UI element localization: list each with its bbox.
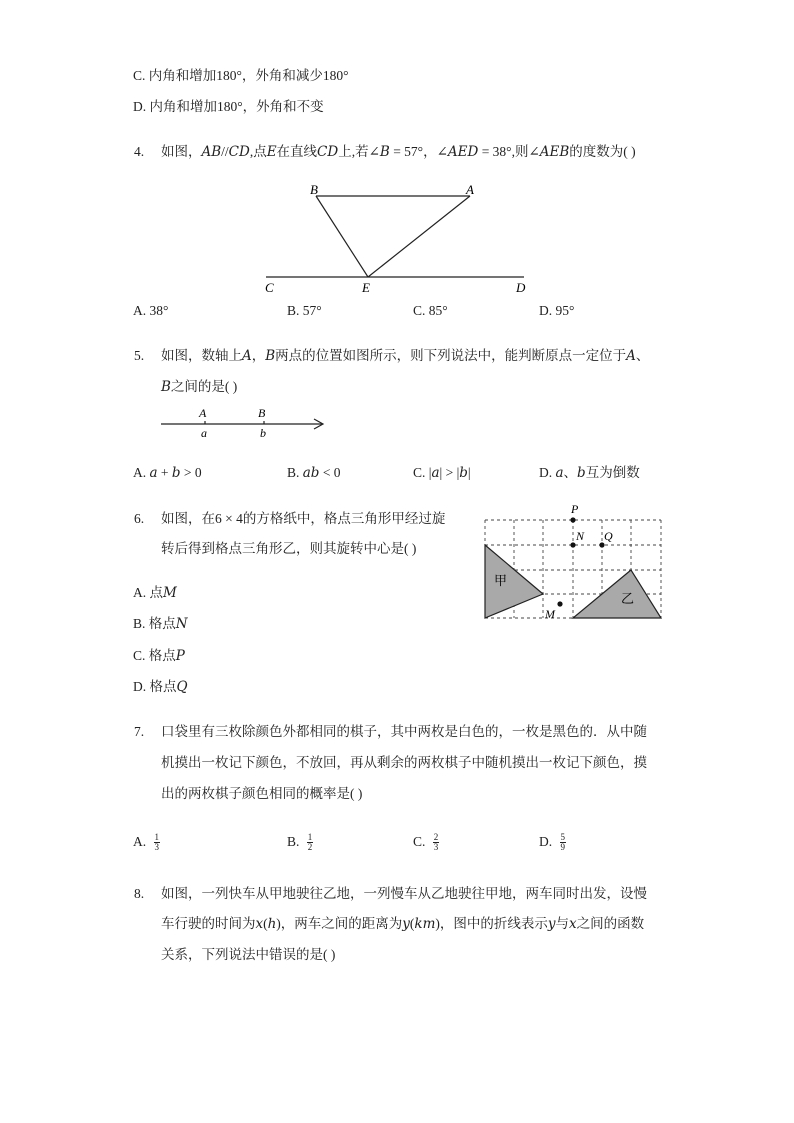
q4-label-e: E xyxy=(362,280,370,295)
q4-option-c: C. 85° xyxy=(413,303,448,318)
q7-option-d xyxy=(539,832,566,852)
q7-option-a xyxy=(133,832,160,852)
q5-label-b-point: B xyxy=(258,406,266,420)
q7-option-d-fraction: $\frac{5}{9}$ xyxy=(560,832,565,853)
q5-label-a-point: A xyxy=(199,406,207,420)
q5-stem-line1: 如图，数轴上𝐴，𝐵两点的位置如图所示，则下列说法中，能判断原点一定位于𝐴、 xyxy=(161,348,650,363)
q8-stem-line2: 车行驶的时间为𝑥(ℎ)，两车之间的距离为𝑦(𝑘𝑚)，图中的折线表示𝑦与𝑥之间的函数 xyxy=(161,916,645,931)
q6-label-q: Q xyxy=(604,529,613,543)
q3-option-c: C. 内角和增加180°，外角和减少180° xyxy=(133,68,349,83)
q6-option-c: C. 格点𝑃 xyxy=(133,648,185,663)
q5-label-b-value: b xyxy=(260,426,266,440)
q7-option-a-fraction: $\frac{1}{3}$ xyxy=(154,832,159,853)
q5-number: 5. xyxy=(134,348,145,363)
q5-label-a-value: a xyxy=(201,426,207,440)
q5-option-c: C. |𝑎| > |𝑏| xyxy=(413,465,471,480)
q3-option-d: D. 内角和增加180°，外角和不变 xyxy=(133,99,324,114)
q5-stem-line2: 𝐵之间的是( ) xyxy=(161,379,238,394)
q4-label-b: B xyxy=(310,182,318,197)
q7-option-d-label: D. xyxy=(539,834,553,849)
q5-option-a: A. 𝑎 + 𝑏 > 0 xyxy=(133,465,202,480)
q5-option-d: D. 𝑎、𝑏互为倒数 xyxy=(539,465,640,480)
q6-label-jia: 甲 xyxy=(494,573,508,588)
q7-option-b xyxy=(287,832,313,852)
q7-stem-line2: 机摸出一枚记下颜色，不放回，再从剩余的两枚棋子中随机摸出一枚记下颜色，摸 xyxy=(161,755,647,770)
q8-stem-line3: 关系，下列说法中错误的是( ) xyxy=(161,947,336,962)
q4-label-d: D xyxy=(516,280,526,295)
point-n xyxy=(570,542,575,547)
q8-stem-line1: 如图，一列快车从甲地驶往乙地，一列慢车从乙地驶往甲地，两车同时出发，设慢 xyxy=(161,886,647,901)
q7-stem-line1: 口袋里有三枚除颜色外都相同的棋子，其中两枚是白色的，一枚是黑色的．从中随 xyxy=(161,724,647,739)
q6-option-d: D. 格点𝑄 xyxy=(133,679,188,694)
q8-number: 8. xyxy=(134,886,145,901)
q6-option-a: A. 点𝑀 xyxy=(133,585,177,600)
point-q xyxy=(599,542,604,547)
q4-number: 4. xyxy=(134,144,145,159)
q6-stem-line1: 如图，在6 × 4的方格纸中，格点三角形甲经过旋 xyxy=(161,511,446,526)
q4-stem: 如图，𝐴𝐵//𝐶𝐷,点𝐸在直线𝐶𝐷上,若∠𝐵 = 57°，∠𝐴𝐸𝐷 = 38°,则∠𝐴𝐸𝐵的度数为( ) xyxy=(161,144,636,159)
q4-option-a: A. 38° xyxy=(133,303,169,318)
q7-option-c xyxy=(413,832,439,852)
q5-option-b: B. 𝑎𝑏 < 0 xyxy=(287,465,341,480)
point-m xyxy=(557,601,562,606)
q7-option-a-label: A. xyxy=(133,834,147,849)
q7-stem-line3: 出的两枚棋子颜色相同的概率是( ) xyxy=(161,786,363,801)
q6-stem-line2: 转后得到格点三角形乙，则其旋转中心是( ) xyxy=(161,541,417,556)
q6-option-b: B. 格点𝑁 xyxy=(133,616,188,631)
q6-label-m: M xyxy=(545,607,555,621)
q7-option-b-fraction: $\frac{1}{2}$ xyxy=(307,832,313,853)
q6-label-n: N xyxy=(576,529,585,543)
q6-label-p: P xyxy=(571,502,579,516)
q7-option-b-label: B. xyxy=(287,834,300,849)
q4-option-d: D. 95° xyxy=(539,303,575,318)
q7-option-c-fraction: $\frac{2}{3}$ xyxy=(433,832,439,853)
q6-label-yi: 乙 xyxy=(621,591,635,606)
q6-number: 6. xyxy=(134,511,145,526)
q4-label-a: A xyxy=(466,182,474,197)
q4-option-b: B. 57° xyxy=(287,303,322,318)
point-p xyxy=(570,517,575,522)
q7-number: 7. xyxy=(134,724,145,739)
q7-option-c-label: C. xyxy=(413,834,426,849)
q4-label-c: C xyxy=(265,280,274,295)
